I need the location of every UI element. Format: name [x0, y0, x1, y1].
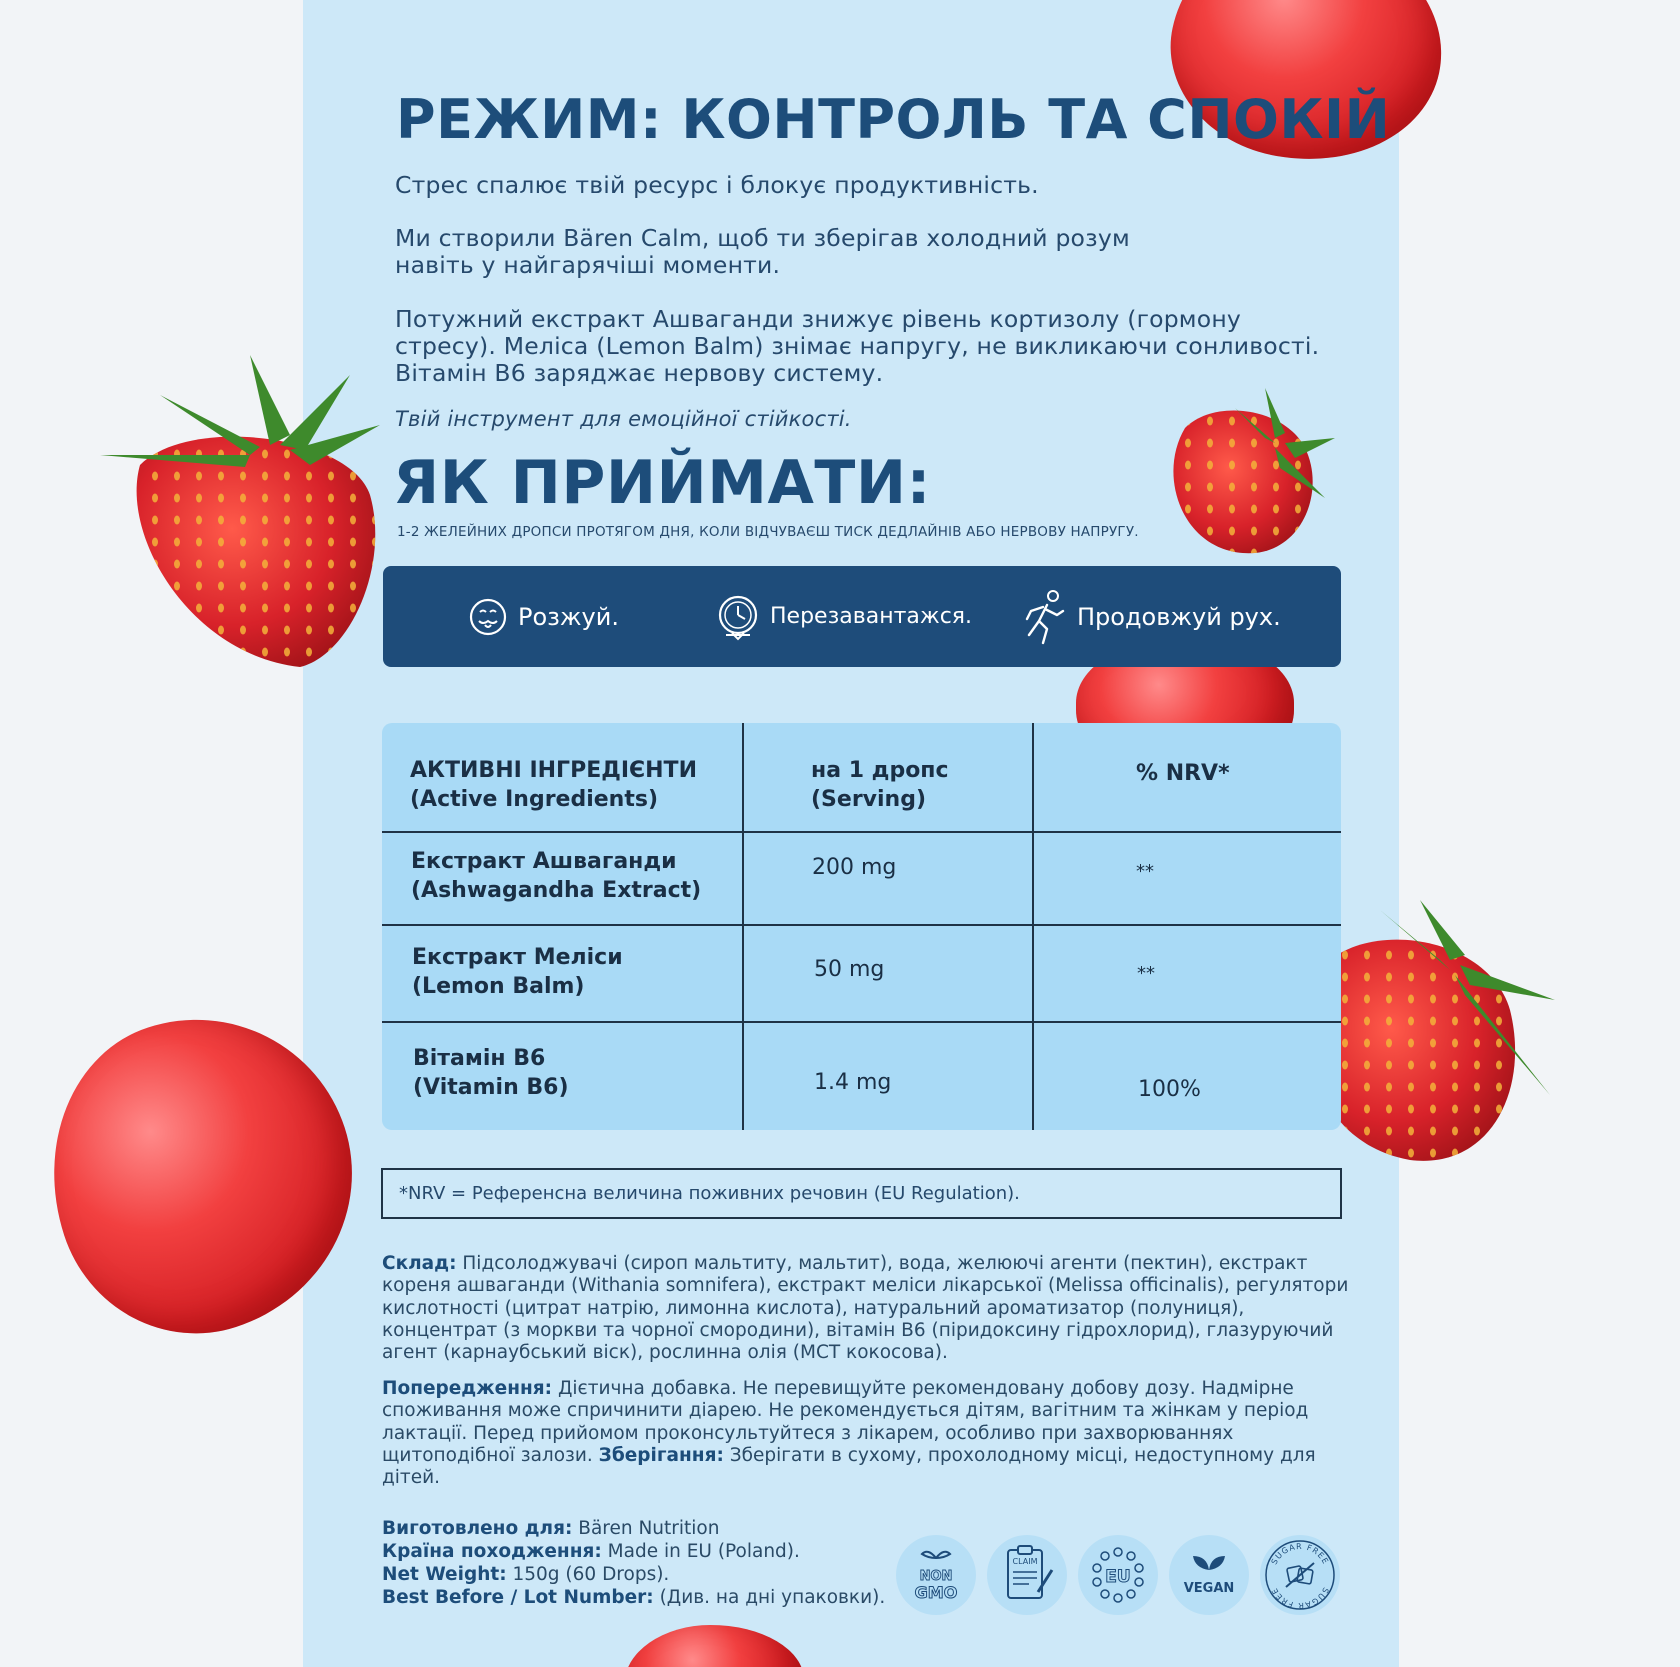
warning-block: [382, 1378, 1337, 1489]
storage-text: Зберігати в сухому, прохолодному місці, недоступному для дітей.: [382, 1444, 1316, 1489]
meta-value: Bären Nutrition: [572, 1518, 720, 1539]
header-serving-uk: на 1 дропс: [811, 758, 949, 783]
header-serving-en: (Serving): [811, 787, 927, 812]
table-row-vitamin-b6-amount: 1.4 mg: [814, 1070, 892, 1095]
claim-clipboard-badge-icon: [987, 1535, 1067, 1615]
warning-label: Попередження:: [382, 1378, 553, 1399]
eu-stars-badge-icon: [1078, 1535, 1158, 1615]
table-row-divider-2: [382, 924, 1341, 926]
badge-text: SUGAR FREE: [1269, 1585, 1331, 1611]
table-row-divider-3: [382, 1021, 1341, 1023]
step-chew: [468, 566, 619, 667]
meta-origin: [382, 1541, 800, 1564]
header-ingredients: [410, 756, 697, 814]
badge-text: EU: [1105, 1567, 1131, 1587]
table-row-ashwagandha-name: [411, 847, 701, 905]
ingredient-name-en: (Ashwagandha Extract): [411, 878, 702, 903]
header-ingredients-uk: АКТИВНІ ІНГРЕДІЄНТИ: [410, 758, 697, 783]
composition-label: Склад:: [382, 1253, 457, 1274]
badge-text: VEGAN: [1183, 1581, 1235, 1596]
ingredient-name-uk: Екстракт Ашваганди: [411, 849, 677, 874]
how-to-instruction: 1-2 ЖЕЛЕЙНИХ ДРОПСИ ПРОТЯГОМ ДНЯ, КОЛИ ВІДЧУВАЄШ ТИСК ДЕДЛАЙНІВ АБО НЕРВОВУ НАПРУГУ.: [397, 524, 1139, 540]
svg-text:SUGAR FREE: [1270, 1586, 1331, 1610]
ingredient-name-en: (Vitamin B6): [413, 1075, 569, 1100]
header-serving: [811, 756, 949, 814]
header-nrv: [1136, 759, 1230, 788]
header-nrv-label: % NRV*: [1136, 761, 1230, 786]
table-row-lemon-balm-name: [412, 943, 623, 1001]
badge-text: SUGAR FREE: [1269, 1541, 1331, 1567]
page-title: РЕЖИМ: КОНТРОЛЬ ТА СПОКІЙ: [396, 88, 1391, 151]
step-move: [1023, 566, 1281, 667]
table-row-vitamin-b6-name: [413, 1044, 569, 1102]
nrv-footnote: *NRV = Референсна величина поживних речовин (EU Regulation).: [399, 1183, 1020, 1204]
meta-best-before: [382, 1587, 885, 1610]
header-ingredients-en: (Active Ingredients): [410, 787, 659, 812]
table-divider-2: [1032, 723, 1034, 1130]
step-reset: [716, 566, 972, 667]
ingredient-name-uk: Екстракт Меліси: [412, 945, 623, 970]
badge-text: CLAIM: [1012, 1557, 1038, 1566]
composition-block: [382, 1253, 1362, 1364]
meta-manufacturer: [382, 1518, 719, 1541]
table-row-ashwagandha-nrv: **: [1136, 861, 1154, 882]
steps-bar: [383, 566, 1341, 667]
how-to-title: ЯК ПРИЙМАТИ:: [393, 448, 932, 518]
intro-paragraph-2: Ми створили Bären Calm, щоб ти зберігав холодний розум навіть у найгарячіші моменти.: [395, 224, 1130, 279]
ingredient-name-en: (Lemon Balm): [412, 974, 585, 999]
meta-value: 150g (60 Drops).: [506, 1564, 670, 1585]
composition-text: Підсолоджувачі (сироп мальтиту, мальтит), вода, желюючі агенти (пектин), екстракт кореня ашваганди (Withania somnifera), екстракт меліси лікарської (Melissa officinalis), регулятори кислотності (цитрат натрію, лимонна кислота), натуральний ароматизатор (полуниця), концентрат (з моркви та чорної смородини), вітамін B6 (піридоксину гідрохлорид), глазуруючий агент (карнаубський віск), рослинна олія (MCT кокосова).: [382, 1253, 1349, 1364]
sugar-free-badge-icon: [1260, 1535, 1340, 1615]
chewing-face-icon: [468, 597, 508, 637]
step-chew-label: Розжуй.: [518, 602, 619, 631]
svg-text:SUGAR FREE: [1270, 1542, 1331, 1566]
step-move-label: Продовжуй рух.: [1077, 602, 1281, 631]
meta-label: Best Before / Lot Number:: [382, 1587, 654, 1608]
meta-label: Виготовлено для:: [382, 1518, 573, 1539]
badge-text: NON: [919, 1569, 953, 1584]
non-gmo-badge-icon: [896, 1535, 976, 1615]
intro-paragraph-3: Потужний екстракт Ашваганди знижує рівень кортизолу (гормону стресу). Меліса (Lemon Balm) знімає напругу, не викликаючи сонливості. Вітамін B6 заряджає нервову систему.: [395, 305, 1320, 387]
meta-net-weight: [382, 1564, 669, 1587]
stopwatch-icon: [716, 593, 760, 641]
tagline: Твій інструмент для емоційної стійкості.: [395, 407, 852, 431]
step-reset-label: Перезавантажся.: [770, 604, 973, 629]
table-row-divider-1: [382, 831, 1341, 833]
badge-text: GMO: [914, 1583, 958, 1602]
storage-label: Зберігання:: [598, 1444, 724, 1466]
running-person-icon: [1023, 589, 1067, 645]
strawberry-left-icon: [100, 355, 390, 675]
ingredient-name-uk: Вітамін B6: [413, 1046, 546, 1071]
meta-label: Net Weight:: [382, 1564, 507, 1585]
intro-paragraph-1: Стрес спалює твій ресурс і блокує продуктивність.: [395, 171, 1039, 199]
meta-value: (Див. на дні упаковки).: [653, 1587, 886, 1608]
nrv-footnote-box: [381, 1168, 1342, 1219]
table-row-vitamin-b6-nrv: 100%: [1138, 1077, 1201, 1102]
warning-text: Дієтична добавка. Не перевищуйте рекомендовану добову дозу. Надмірне споживання може спричинити діарею. Не рекомендується дітям, вагітним та жінкам у період лактації. Перед прийомом проконсультуйтеся з лікарем, особливо при захворюваннях щитоподібної залози.: [382, 1378, 1309, 1466]
table-divider-1: [742, 723, 744, 1130]
vegan-badge-icon: [1169, 1535, 1249, 1615]
meta-value: Made in EU (Poland).: [601, 1541, 800, 1562]
table-row-ashwagandha-amount: 200 mg: [812, 855, 897, 880]
table-row-lemon-balm-amount: 50 mg: [814, 957, 885, 982]
table-row-lemon-balm-nrv: **: [1137, 963, 1155, 984]
meta-label: Країна походження:: [382, 1541, 602, 1562]
ingredients-table: [382, 723, 1341, 1130]
